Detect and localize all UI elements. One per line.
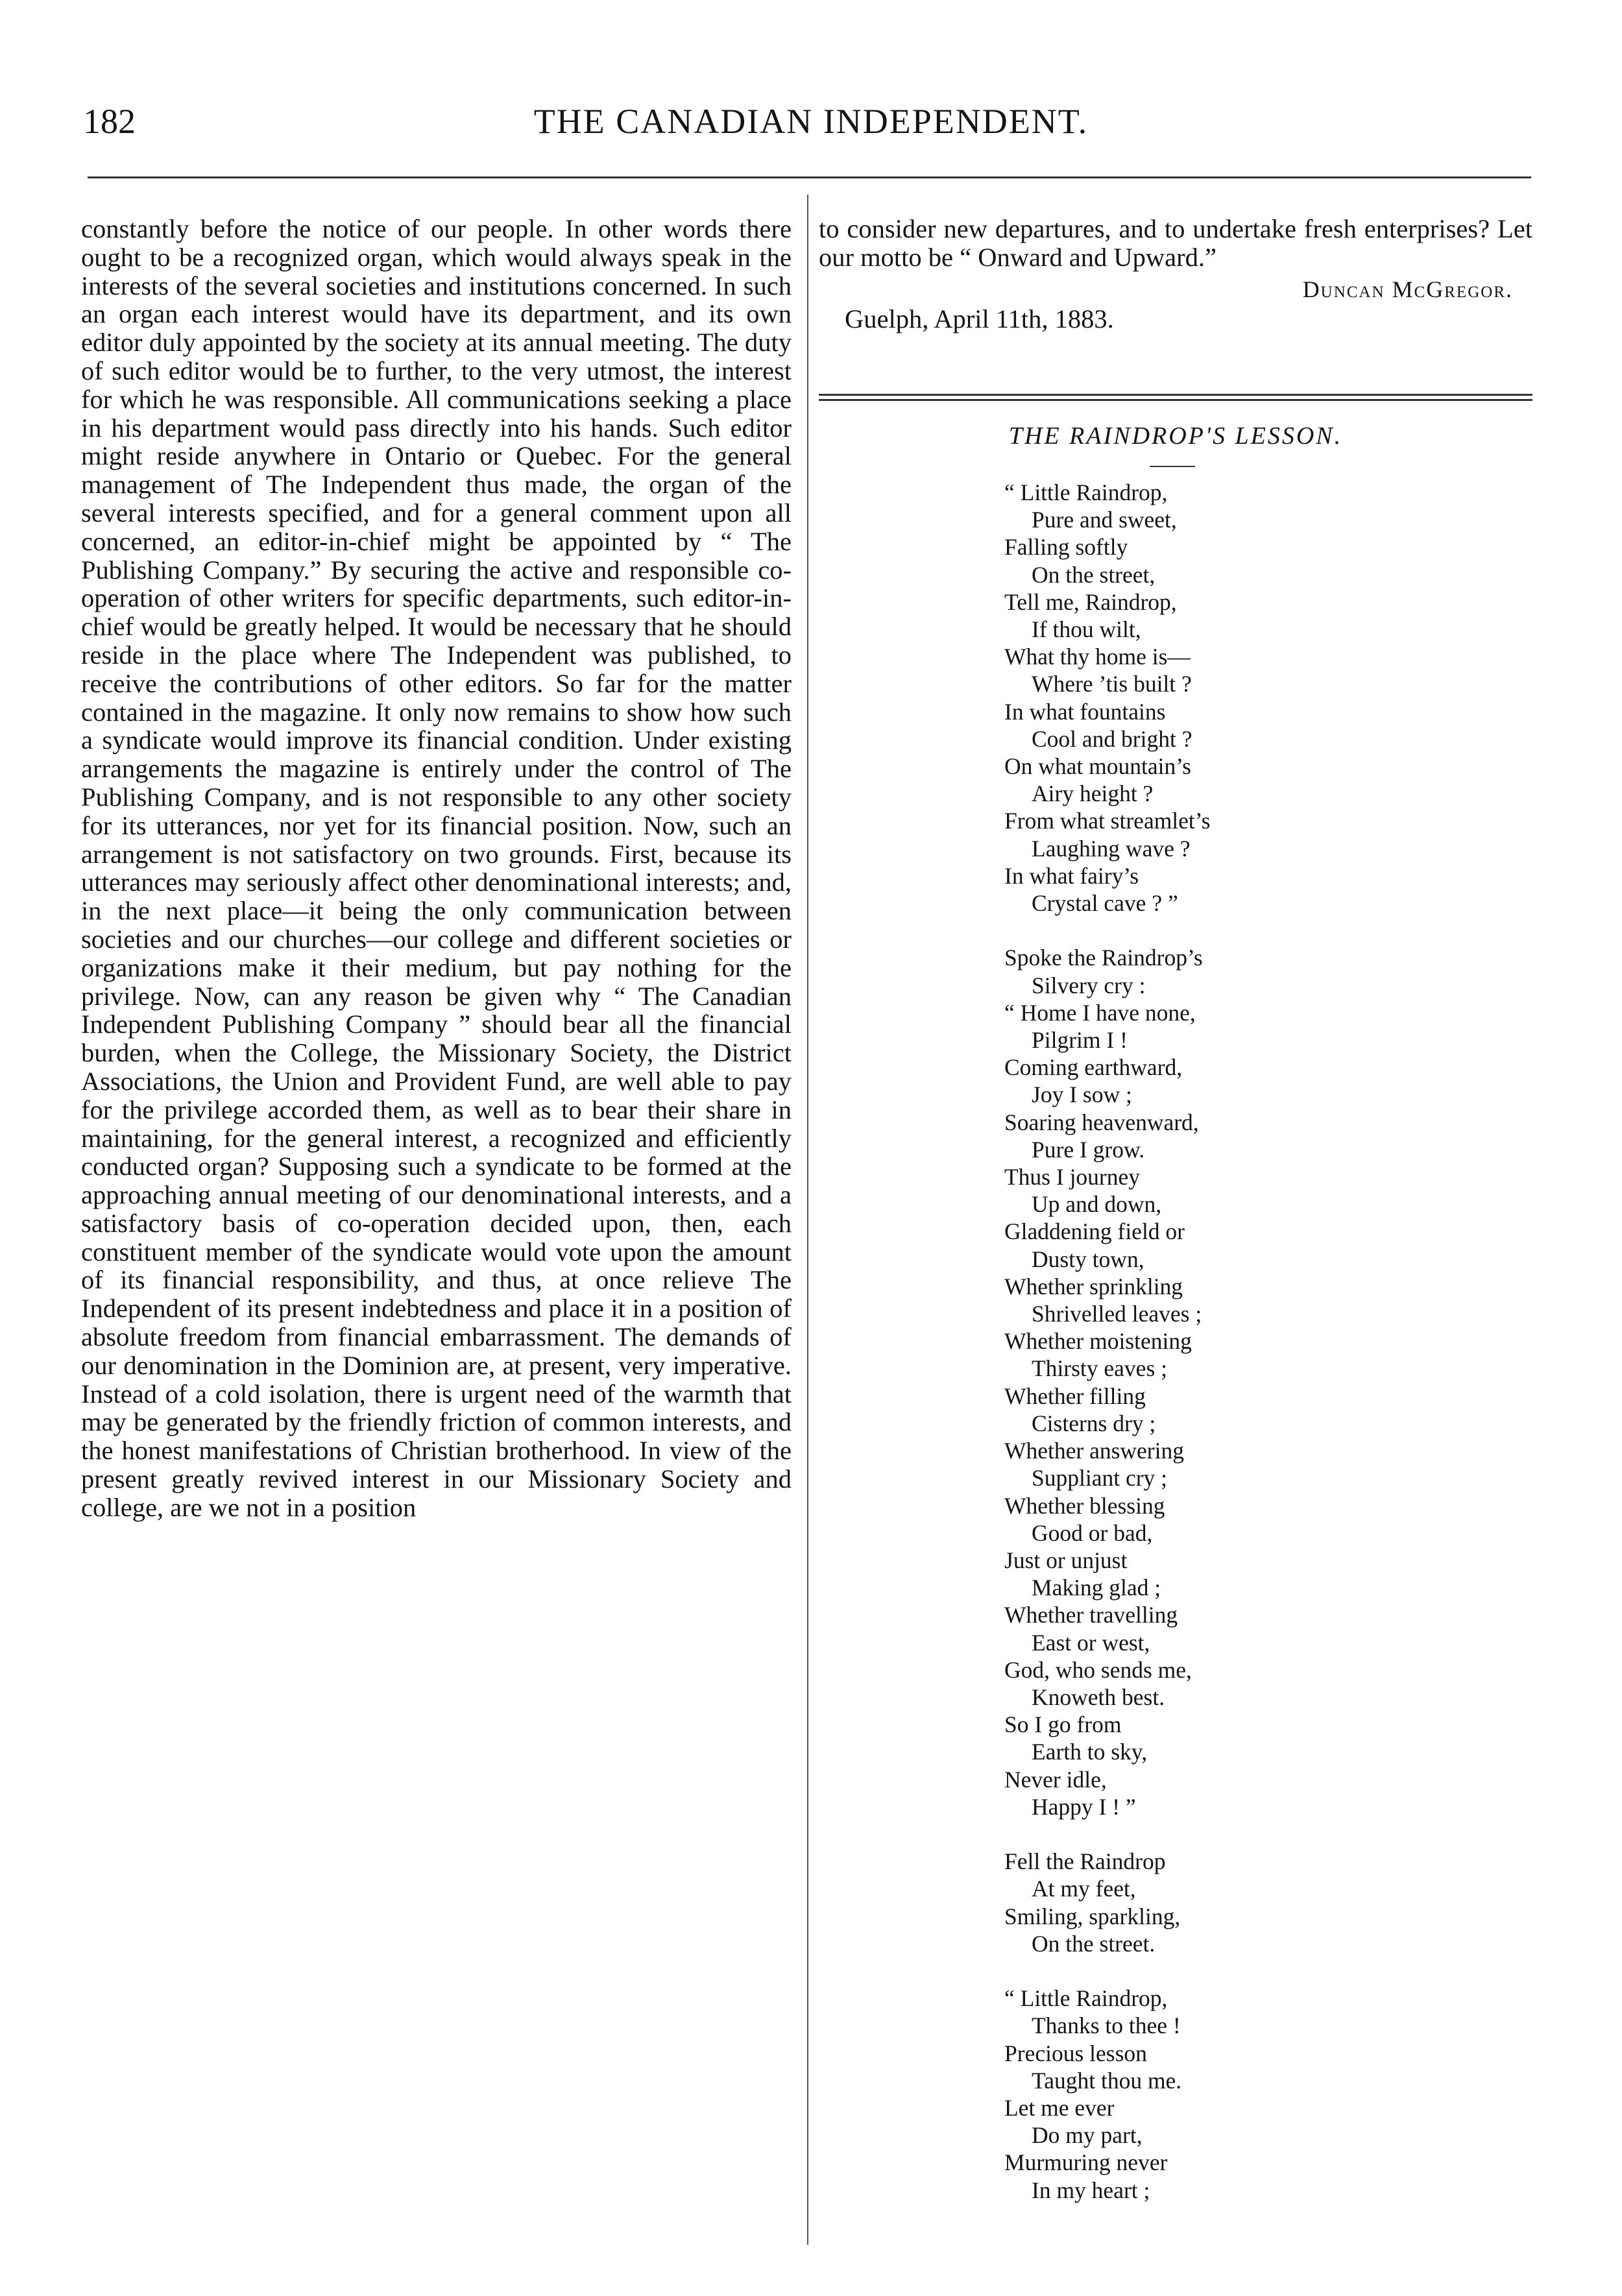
poem-line: Thirsty eaves ; [1032,1355,1167,1382]
column-divider [807,195,808,2245]
poem-line: Knoweth best. [1032,1684,1165,1710]
poem-line: In my heart ; [1032,2177,1150,2203]
poem-line: Fell the Raindrop [1004,1848,1166,1875]
poem-line: Soaring heavenward, [1004,1109,1199,1135]
poem-line: Whether blessing [1004,1492,1165,1519]
poem-line: Joy I sow ; [1032,1082,1132,1108]
poem-line: Crystal cave ? ” [1032,890,1178,917]
poem-line: Dusty town, [1032,1246,1144,1272]
poem-line: “ Little Raindrop, [1004,1985,1168,2012]
poem-line: Do my part, [1032,2122,1143,2149]
poem-line: “ Little Raindrop, [1004,479,1168,505]
poem-line: Just or unjust [1004,1547,1128,1573]
poem-line: Thus I journey [1004,1164,1141,1190]
poem-line: Whether sprinkling [1004,1273,1183,1299]
poem-line: Happy I ! ” [1032,1793,1136,1820]
poem-line: In what fountains [1004,698,1166,725]
poem-line: Whether travelling [1004,1602,1178,1628]
page-number: 182 [83,102,136,141]
poem-line: Smiling, sparkling, [1004,1903,1181,1929]
stanza-break [1004,1820,1523,1848]
poem-line: On what mountain’s [1004,753,1191,780]
title-rule [1150,466,1195,467]
poem-line: Whether moistening [1004,1328,1192,1355]
poem-line: Spoke the Raindrop’s [1004,945,1203,971]
author-signature: Duncan McGregor. [1302,276,1513,302]
article-body: constantly before the notice of our people. In other words there ought to be a recognized organ, which would always speak in the interests of the several societies and institutions concerned. In such an organ each interest would have its department, and its own editor duly appointed by the society at its annual meeting. The duty of such editor would be to further, to the very utmost, the interest for which he was responsible. All communications seeking a place in his department would pass directly into his hands. Such editor might reside anywhere in Ontario or Quebec. For the general management of The Independent thus made, the organ of the several interests specified, and for a general comment upon all concerned, an editor-in-chief might be appointed by “ The Publishing Company.” By securing the active and responsible co-operation of other writers for specific departments, such editor-in-chief would be greatly helped. It would be necessary that he should reside in the place where The Independent was published, to receive the contributions of other editors. So far for the matter contained in the magazine. It only now remains to show how such a syndicate would improve its financial condition. Under existing arrangements the magazine is entirely under the control of The Publishing Company, and is not responsible to any other society for its utterances, nor yet for its financial position. Now, such an arrangement is not satisfactory on two grounds. First, because its utterances may seriously affect other denominational interests; and, in the next place—it being the only communication between societies and our churches—our college and different societies or organizations make it their medium, but pay nothing for the privilege. Now, can any reason be given why “ The Canadian Independent Publishing Company ” should bear all the financial burden, when the College, the Missionary Society, the District Associations, the Union and Provident Fund, are well able to pay for the privilege accorded them, as well as to bear their share in maintaining, for the general interest, a recognized and efficiently conducted organ? Supposing such a syndicate to be formed at the approaching annual meeting of our denominational interests, and a satisfactory basis of co-operation decided upon, then, each constituent member of the syndicate would vote upon the amount of its financial responsibility, and thus, at once relieve The Independent of its present indebtedness and place it in a position of absolute freedom from financial embarrassment. The demands of our denomination in the Dominion are, at present, very imperative. Instead of a cold isolation, there is urgent need of the warmth that may be generated by the friendly friction of common interests, and the honest manifestations of Christian brotherhood. In view of the present greatly revived interest in our Missionary Society and college, are we not in a position [81,214,792,1522]
poem-line: From what streamlet’s [1004,808,1211,834]
poem-line: Suppliant cry ; [1032,1465,1168,1492]
poem-line: Coming earthward, [1004,1054,1183,1081]
poem-line: Murmuring never [1004,2149,1168,2176]
section-rule [819,394,1532,396]
poem-line: Shrivelled leaves ; [1032,1301,1202,1327]
poem-line: On the street. [1032,1930,1156,1957]
page-header [0,0,1622,169]
poem-line: Where ’tis built ? [1032,671,1192,697]
poem-line: Earth to sky, [1032,1739,1148,1765]
article-ending [819,215,1532,333]
poem-title: THE RAINDROP'S LESSON. [1008,422,1343,450]
poem-line: Airy height ? [1032,780,1154,807]
poem-line: Thanks to thee ! [1032,2012,1181,2039]
poem-line: In what fairy’s [1004,862,1139,889]
poem-line: Let me ever [1004,2094,1115,2121]
poem-line: Whether answering [1004,1438,1184,1464]
poem-line: Good or bad, [1032,1519,1153,1546]
poem-line: Cisterns dry ; [1032,1410,1156,1436]
poem-line: Laughing wave ? [1032,835,1191,862]
poem-line: Never idle, [1004,1766,1107,1793]
poem-line: Gladdening field or [1004,1218,1185,1245]
header-rule [88,176,1531,178]
poem-line: Up and down, [1032,1191,1162,1218]
article-continuation: to consider new departures, and to undertake fresh enterprises? Let our motto be “ Onward and Upward.” [819,214,1532,272]
poem-body [1004,479,1523,2204]
poem-line: If thou wilt, [1032,616,1141,643]
poem-line: Taught thou me. [1032,2067,1182,2094]
poem-line: God, who sends me, [1004,1656,1192,1683]
poem-line: East or west, [1032,1629,1150,1656]
poem-line: So I go from [1004,1711,1122,1738]
dateline: Guelph, April 11th, 1883. [845,304,1114,334]
poem-line: Precious lesson [1004,2040,1147,2066]
poem-line: Tell me, Raindrop, [1004,588,1177,615]
section-rule [819,399,1532,401]
stanza-break [1004,917,1523,944]
poem-line: Pure I grow. [1032,1136,1145,1163]
poem-line: On the street, [1032,561,1156,588]
poem-line: Whether filling [1004,1383,1146,1409]
poem-line: Falling softly [1004,534,1128,561]
poem-line: Cool and bright ? [1032,725,1192,752]
poem-line: Silvery cry : [1032,972,1146,998]
running-title: THE CANADIAN INDEPENDENT. [533,102,1089,141]
poem-line: Pilgrim I ! [1032,1027,1128,1054]
poem-line: Pure and sweet, [1032,507,1177,533]
stanza-break [1004,1957,1523,1985]
poem-line: “ Home I have none, [1004,999,1196,1026]
poem-line: Making glad ; [1032,1575,1161,1601]
poem-line: What thy home is— [1004,644,1191,670]
left-column [81,215,792,1522]
poem-line: At my feet, [1032,1876,1136,1902]
